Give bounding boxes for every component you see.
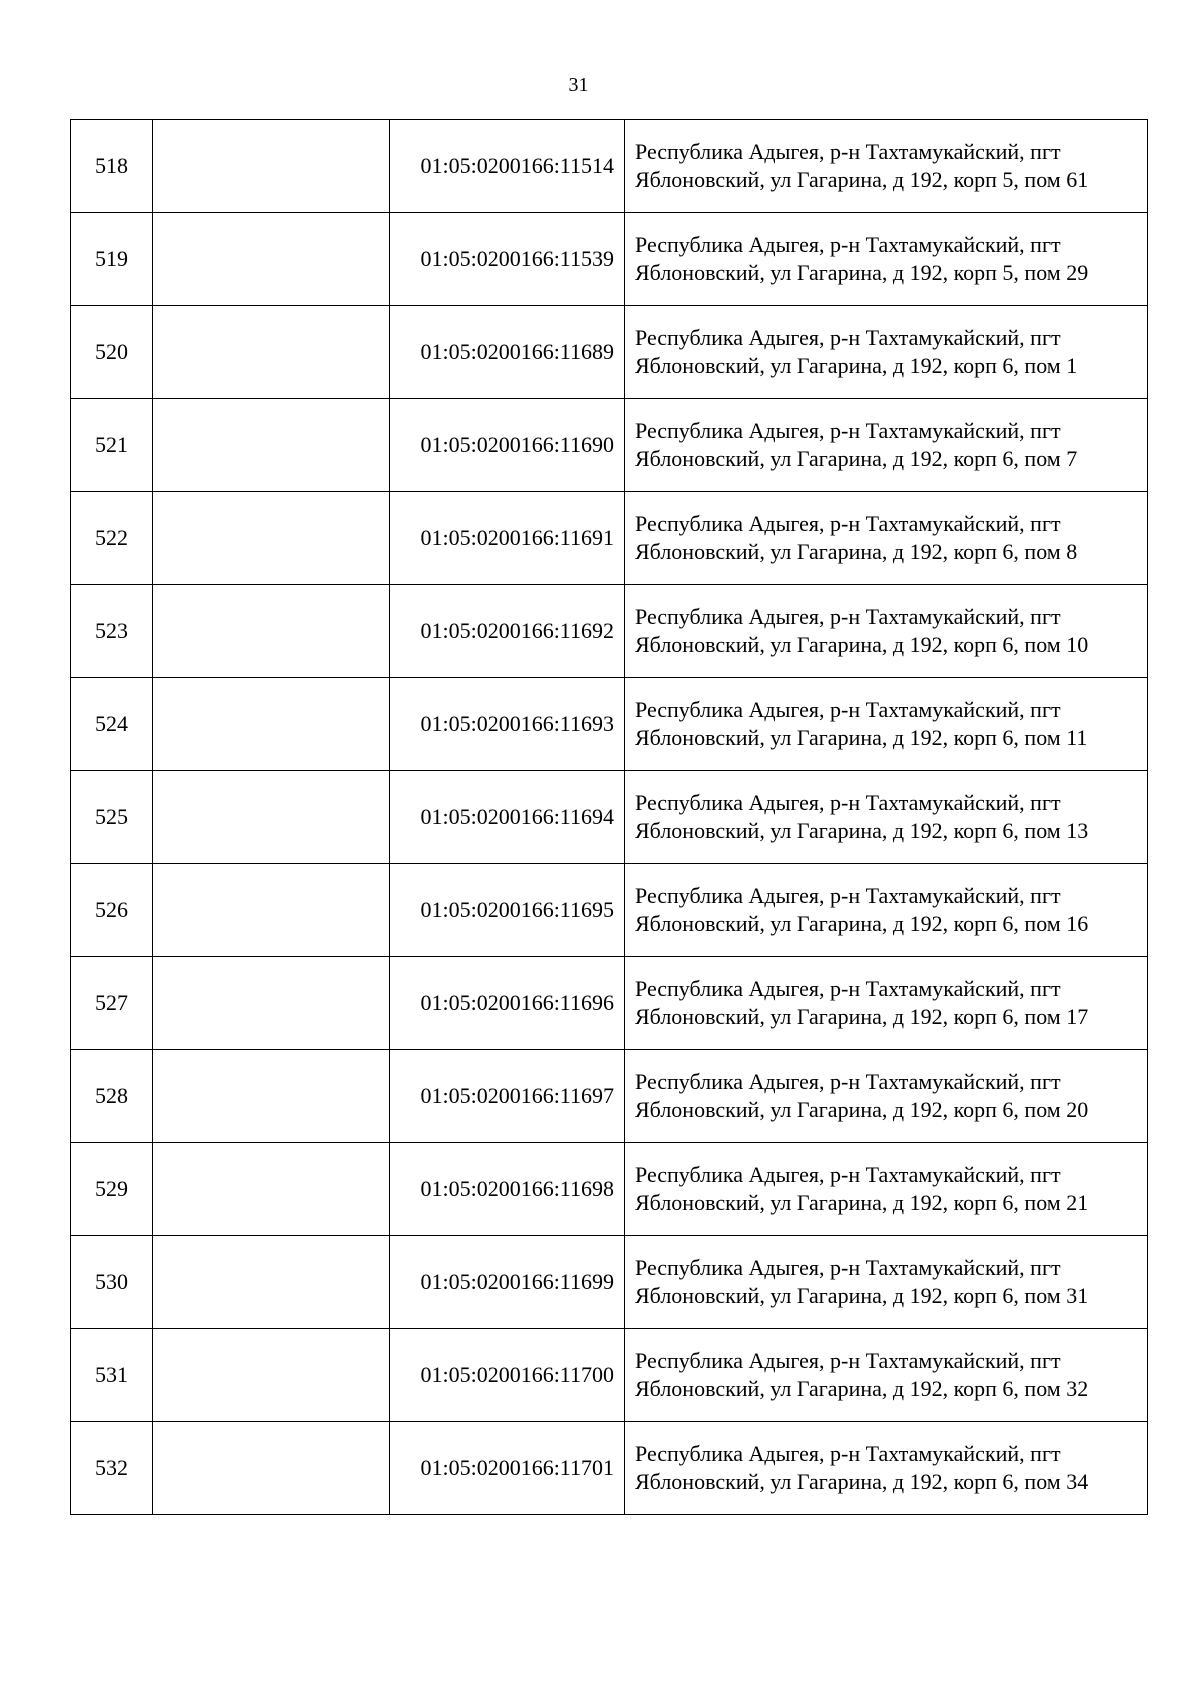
row-number-cell: 519: [71, 213, 153, 306]
cadastral-number-cell: 01:05:0200166:11700: [390, 1329, 625, 1422]
table-row: [71, 1143, 1148, 1236]
address-cell: Республика Адыгея, р-н Тахтамукайский, пгт Яблоновский, ул Гагарина, д 192, корп 6, пом 17: [625, 957, 1148, 1050]
empty-cell: [153, 213, 390, 306]
address-cell: Республика Адыгея, р-н Тахтамукайский, пгт Яблоновский, ул Гагарина, д 192, корп 5, пом 29: [625, 213, 1148, 306]
page-number: 31: [568, 74, 589, 96]
row-number-cell: 530: [71, 1236, 153, 1329]
cadastral-number-cell: 01:05:0200166:11539: [390, 213, 625, 306]
address-cell: Республика Адыгея, р-н Тахтамукайский, пгт Яблоновский, ул Гагарина, д 192, корп 6, пом 8: [625, 492, 1148, 585]
cadastral-number-cell: 01:05:0200166:11691: [390, 492, 625, 585]
address-cell: Республика Адыгея, р-н Тахтамукайский, пгт Яблоновский, ул Гагарина, д 192, корп 6, пом 1: [625, 306, 1148, 399]
cadastral-number-cell: 01:05:0200166:11697: [390, 1050, 625, 1143]
empty-cell: [153, 306, 390, 399]
empty-cell: [153, 585, 390, 678]
empty-cell: [153, 1422, 390, 1515]
table-row: [71, 585, 1148, 678]
address-cell: Республика Адыгея, р-н Тахтамукайский, пгт Яблоновский, ул Гагарина, д 192, корп 6, пом 21: [625, 1143, 1148, 1236]
row-number-cell: 532: [71, 1422, 153, 1515]
address-cell: Республика Адыгея, р-н Тахтамукайский, пгт Яблоновский, ул Гагарина, д 192, корп 6, пом 20: [625, 1050, 1148, 1143]
empty-cell: [153, 864, 390, 957]
cadastral-number-cell: 01:05:0200166:11696: [390, 957, 625, 1050]
address-cell: Республика Адыгея, р-н Тахтамукайский, пгт Яблоновский, ул Гагарина, д 192, корп 6, пом 34: [625, 1422, 1148, 1515]
row-number-cell: 520: [71, 306, 153, 399]
row-number-cell: 529: [71, 1143, 153, 1236]
cadastral-number-cell: 01:05:0200166:11695: [390, 864, 625, 957]
row-number-cell: 528: [71, 1050, 153, 1143]
empty-cell: [153, 492, 390, 585]
table-row: [71, 1050, 1148, 1143]
address-cell: Республика Адыгея, р-н Тахтамукайский, пгт Яблоновский, ул Гагарина, д 192, корп 5, пом 61: [625, 120, 1148, 213]
cadastral-number-cell: 01:05:0200166:11690: [390, 399, 625, 492]
empty-cell: [153, 1050, 390, 1143]
table-row: [71, 213, 1148, 306]
empty-cell: [153, 1329, 390, 1422]
property-table-body: [71, 120, 1148, 1515]
cadastral-number-cell: 01:05:0200166:11699: [390, 1236, 625, 1329]
table-row: [71, 678, 1148, 771]
row-number-cell: 526: [71, 864, 153, 957]
cadastral-number-cell: 01:05:0200166:11692: [390, 585, 625, 678]
cadastral-number-cell: 01:05:0200166:11689: [390, 306, 625, 399]
empty-cell: [153, 771, 390, 864]
cadastral-number-cell: 01:05:0200166:11693: [390, 678, 625, 771]
address-cell: Республика Адыгея, р-н Тахтамукайский, пгт Яблоновский, ул Гагарина, д 192, корп 6, пом 16: [625, 864, 1148, 957]
row-number-cell: 527: [71, 957, 153, 1050]
address-cell: Республика Адыгея, р-н Тахтамукайский, пгт Яблоновский, ул Гагарина, д 192, корп 6, пом 13: [625, 771, 1148, 864]
row-number-cell: 518: [71, 120, 153, 213]
table-row: [71, 864, 1148, 957]
table-row: [71, 120, 1148, 213]
address-cell: Республика Адыгея, р-н Тахтамукайский, пгт Яблоновский, ул Гагарина, д 192, корп 6, пом 32: [625, 1329, 1148, 1422]
row-number-cell: 524: [71, 678, 153, 771]
empty-cell: [153, 678, 390, 771]
empty-cell: [153, 1236, 390, 1329]
table-row: [71, 957, 1148, 1050]
table-row: [71, 1236, 1148, 1329]
address-cell: Республика Адыгея, р-н Тахтамукайский, пгт Яблоновский, ул Гагарина, д 192, корп 6, пом 31: [625, 1236, 1148, 1329]
table-row: [71, 306, 1148, 399]
row-number-cell: 521: [71, 399, 153, 492]
row-number-cell: 522: [71, 492, 153, 585]
empty-cell: [153, 1143, 390, 1236]
property-table: [70, 119, 1148, 1515]
table-row: [71, 1422, 1148, 1515]
address-cell: Республика Адыгея, р-н Тахтамукайский, пгт Яблоновский, ул Гагарина, д 192, корп 6, пом 11: [625, 678, 1148, 771]
table-row: [71, 771, 1148, 864]
table-row: [71, 492, 1148, 585]
row-number-cell: 531: [71, 1329, 153, 1422]
row-number-cell: 523: [71, 585, 153, 678]
empty-cell: [153, 399, 390, 492]
empty-cell: [153, 957, 390, 1050]
cadastral-number-cell: 01:05:0200166:11694: [390, 771, 625, 864]
address-cell: Республика Адыгея, р-н Тахтамукайский, пгт Яблоновский, ул Гагарина, д 192, корп 6, пом 10: [625, 585, 1148, 678]
table-row: [71, 399, 1148, 492]
cadastral-number-cell: 01:05:0200166:11514: [390, 120, 625, 213]
empty-cell: [153, 120, 390, 213]
row-number-cell: 525: [71, 771, 153, 864]
table-row: [71, 1329, 1148, 1422]
cadastral-number-cell: 01:05:0200166:11698: [390, 1143, 625, 1236]
cadastral-number-cell: 01:05:0200166:11701: [390, 1422, 625, 1515]
address-cell: Республика Адыгея, р-н Тахтамукайский, пгт Яблоновский, ул Гагарина, д 192, корп 6, пом 7: [625, 399, 1148, 492]
